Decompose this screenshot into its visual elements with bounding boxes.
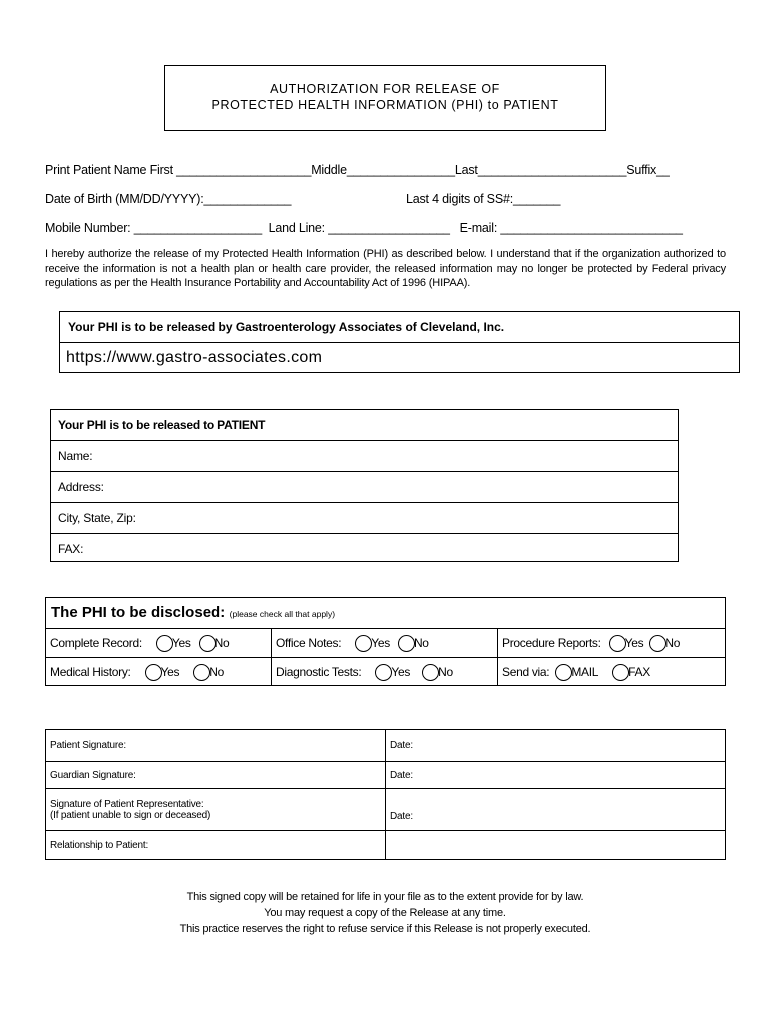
send-via-label: Send via: — [502, 665, 550, 679]
recipient-fax-field[interactable]: FAX: — [58, 542, 84, 556]
footer-line-2: You may request a copy of the Release at any time. — [264, 907, 506, 919]
suffix-field[interactable]: __ — [656, 163, 670, 177]
phi-row-2 — [46, 658, 725, 686]
authorization-paragraph: I hereby authorize the release of my Protected Health Information (PHI) as described below. I understand that if the organization authorized to receive the information is not a health plan or health care provider, the released information may no longer be protected by Federal privacy regulations as per the Health Insurance Portability and Accountability Act of 1996 (HIPAA). — [45, 248, 726, 289]
diagnostic-tests-cell — [272, 658, 498, 686]
guardian-signature-field[interactable] — [46, 762, 386, 788]
phi-disclosed-table — [45, 597, 726, 686]
mobile-label: Mobile Number: — [45, 221, 131, 235]
complete-record-yes-radio[interactable] — [156, 635, 173, 652]
patient-signature-date-field[interactable] — [386, 730, 725, 761]
released-by-heading: Your PHI is to be released by Gastroenterology Associates of Cleveland, Inc. — [60, 312, 739, 343]
representative-signature-date-field[interactable] — [386, 789, 725, 830]
email-label: E-mail: — [459, 221, 498, 235]
ssn-label: Last 4 digits of SS#: — [406, 192, 513, 206]
land-line-field[interactable]: __________________ — [328, 221, 450, 235]
office-notes-yes-label: Yes — [371, 636, 390, 650]
phi-disclosed-heading: The PHI to be disclosed: — [51, 604, 226, 621]
footer-line-3: This practice reserves the right to refuse service if this Release is not properly executed. — [179, 923, 591, 935]
office-notes-yes-radio[interactable] — [355, 635, 372, 652]
medical-history-yes-label: Yes — [160, 665, 180, 679]
procedure-reports-cell — [498, 629, 725, 657]
ssn-field[interactable]: _______ — [512, 192, 561, 206]
medical-history-no-radio[interactable] — [193, 664, 210, 681]
office-notes-no-radio[interactable] — [398, 635, 415, 652]
ssn-line — [406, 192, 560, 206]
medical-history-no-label: No — [209, 665, 224, 679]
send-via-cell — [498, 658, 725, 686]
mobile-field[interactable]: ___________________ — [133, 221, 263, 235]
complete-record-label: Complete Record: — [50, 636, 142, 650]
diagnostic-tests-label: Diagnostic Tests: — [276, 665, 362, 679]
relationship-field[interactable] — [46, 831, 386, 859]
relationship-label: Relationship to Patient: — [50, 839, 149, 851]
send-via-mail-radio[interactable] — [555, 664, 572, 681]
complete-record-no-radio[interactable] — [199, 635, 216, 652]
phi-disclosed-note: (please check all that apply) — [229, 609, 336, 619]
released-by-url[interactable]: https://www.gastro-associates.com — [66, 349, 323, 366]
date-label: Date: — [390, 769, 413, 781]
diagnostic-tests-yes-radio[interactable] — [375, 664, 392, 681]
send-via-fax-radio[interactable] — [612, 664, 629, 681]
middle-name-field[interactable]: ________________ — [346, 163, 455, 177]
diagnostic-tests-no-label: No — [438, 665, 453, 679]
complete-record-yes-label: Yes — [171, 636, 191, 650]
land-line-label: Land Line: — [268, 221, 325, 235]
procedure-reports-no-radio[interactable] — [649, 635, 666, 652]
footer-notice — [0, 889, 770, 937]
recipient-name-field[interactable]: Name: — [51, 441, 678, 472]
representative-signature-note: (If patient unable to sign or deceased) — [50, 809, 211, 821]
recipient-city-state-zip-field[interactable]: City, State, Zip: — [51, 503, 678, 534]
middle-name-label: Middle — [311, 163, 347, 177]
send-via-mail-label: MAIL — [571, 665, 599, 679]
representative-signature-label: Signature of Patient Representative: — [50, 798, 204, 810]
footer-line-1: This signed copy will be retained for life in your file as to the extent provide for by law. — [186, 891, 584, 903]
relationship-blank-cell — [386, 831, 725, 859]
relationship-row — [46, 831, 725, 859]
recipient-address-field[interactable]: Address: — [51, 472, 678, 503]
office-notes-label: Office Notes: — [276, 636, 342, 650]
patient-signature-field[interactable] — [46, 730, 386, 761]
diagnostic-tests-no-radio[interactable] — [422, 664, 439, 681]
released-to-heading: Your PHI is to be released to PATIENT — [51, 410, 678, 441]
patient-name-label: Print Patient Name First — [45, 163, 173, 177]
diagnostic-tests-yes-label: Yes — [391, 665, 411, 679]
complete-record-cell — [46, 629, 272, 657]
phi-disclosed-header — [46, 598, 725, 629]
suffix-label: Suffix — [626, 163, 657, 177]
patient-signature-label: Patient Signature: — [50, 740, 126, 751]
office-notes-no-label: No — [413, 636, 429, 650]
procedure-reports-label: Procedure Reports: — [502, 636, 601, 650]
procedure-reports-no-label: No — [665, 636, 681, 650]
form-title-line-2: PROTECTED HEALTH INFORMATION (PHI) to PATIENT — [211, 98, 559, 112]
office-notes-cell — [272, 629, 498, 657]
complete-record-no-label: No — [214, 636, 230, 650]
contact-line — [45, 221, 683, 235]
last-name-label: Last — [454, 163, 478, 177]
first-name-field[interactable]: ____________________ — [176, 163, 312, 177]
form-title-line-1: AUTHORIZATION FOR RELEASE OF — [270, 82, 500, 96]
phi-row-1 — [46, 629, 725, 658]
patient-signature-row — [46, 730, 725, 762]
representative-signature-field[interactable] — [46, 789, 386, 830]
send-via-fax-label: FAX — [628, 665, 650, 679]
form-title-box — [164, 65, 606, 131]
last-name-field[interactable]: ______________________ — [477, 163, 627, 177]
email-field[interactable]: ___________________________ — [500, 221, 683, 235]
guardian-signature-date-field[interactable] — [386, 762, 725, 788]
procedure-reports-yes-radio[interactable] — [609, 635, 626, 652]
released-by-box — [59, 311, 740, 373]
procedure-reports-yes-label: Yes — [624, 636, 644, 650]
dob-line — [45, 192, 291, 206]
medical-history-cell — [46, 658, 272, 686]
guardian-signature-row — [46, 762, 725, 789]
patient-name-line — [45, 163, 670, 177]
dob-label: Date of Birth (MM/DD/YYYY): — [45, 192, 204, 206]
date-label: Date: — [390, 740, 413, 751]
guardian-signature-label: Guardian Signature: — [50, 769, 136, 781]
signature-table — [45, 729, 726, 860]
representative-signature-row — [46, 789, 725, 831]
released-to-box — [50, 409, 679, 562]
date-label: Date: — [390, 811, 413, 822]
medical-history-label: Medical History: — [50, 665, 131, 679]
medical-history-yes-radio[interactable] — [145, 664, 162, 681]
dob-field[interactable]: _____________ — [203, 192, 292, 206]
